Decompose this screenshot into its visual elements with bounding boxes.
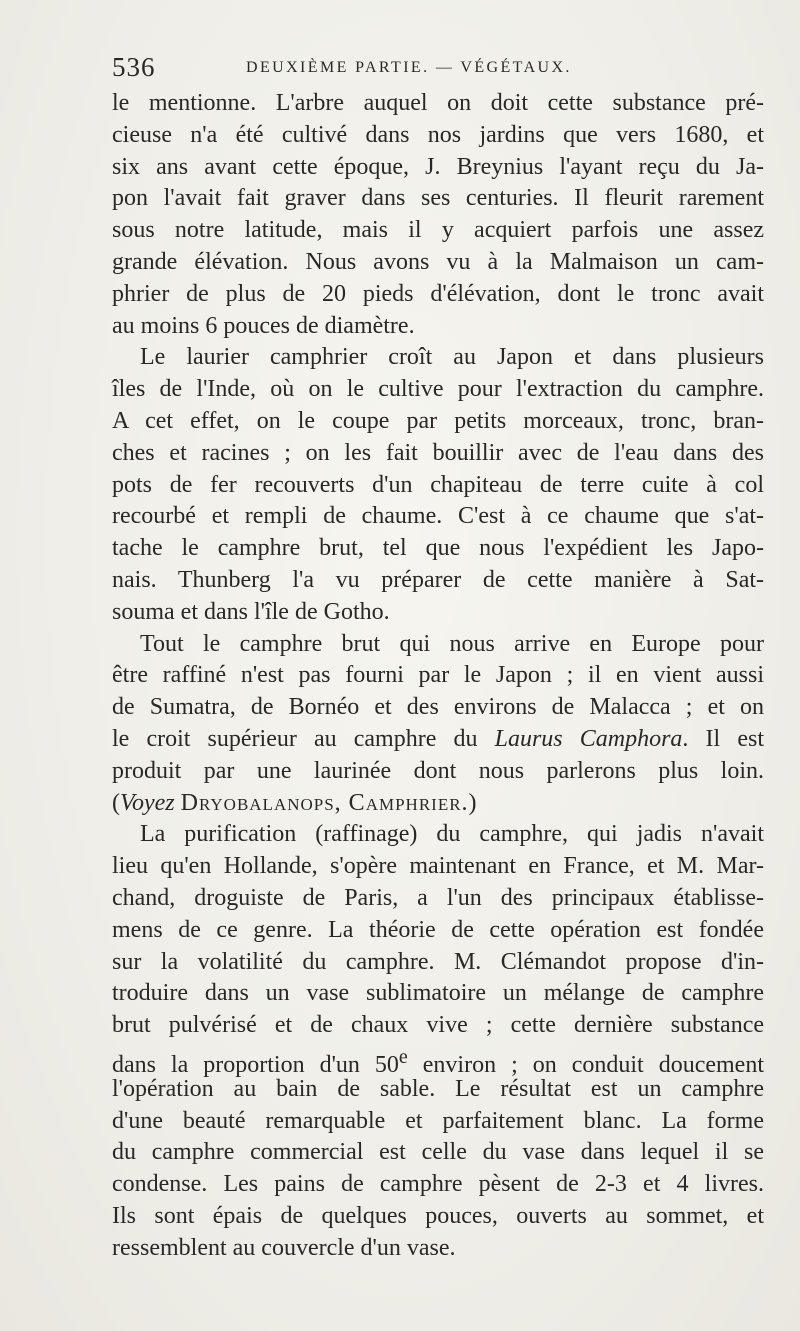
text-line: souma et dans l'île de Gotho. bbox=[112, 598, 390, 625]
italic-voyez: Voyez bbox=[120, 789, 175, 816]
text-line: A cet effet, on le coupe par petits morceaux, tronc, bran- bbox=[112, 407, 764, 434]
text-line: Ils sont épais de quelques pouces, ouverts au sommet, et bbox=[112, 1202, 764, 1229]
text-line: le mentionne. L'arbre auquel on doit cette substance pré- bbox=[112, 90, 764, 116]
page-header bbox=[112, 52, 772, 88]
text-line: au moins 6 pouces de diamètre. bbox=[112, 312, 415, 339]
text-line: d'une beauté remarquable et parfaitement blanc. La forme bbox=[112, 1107, 764, 1134]
text-segment: . Il est bbox=[682, 725, 764, 752]
running-title: DEUXIÈME PARTIE. — VÉGÉTAUX. bbox=[246, 59, 572, 76]
text-line: être raffiné n'est pas fourni par le Japon ; il en vient aussi bbox=[112, 662, 764, 689]
page-number: 536 bbox=[112, 52, 156, 82]
text-line: de Sumatra, de Bornéo et des environs de Malacca ; et on bbox=[112, 694, 764, 721]
text-line: tache le camphre brut, tel que nous l'expédient les Japo- bbox=[112, 535, 764, 562]
text-segment: environ ; on conduit doucement bbox=[407, 1051, 764, 1078]
text-line: troduire dans un vase sublimatoire un mélange de camphre bbox=[112, 980, 764, 1007]
superscript: e bbox=[398, 1045, 408, 1068]
text-line: mens de ce genre. La théorie de cette opération est fondée bbox=[112, 916, 764, 943]
text-line: Tout le camphre brut qui nous arrive en Europe pour bbox=[140, 630, 764, 657]
text-line: phrier de plus de 20 pieds d'élévation, dont le tronc avait bbox=[112, 280, 764, 307]
text-line: recourbé et rempli de chaume. C'est à ce chaume que s'at- bbox=[112, 503, 764, 530]
cross-reference: Dryobalanops, Camphrier. bbox=[180, 789, 469, 816]
text-line bbox=[112, 788, 764, 820]
text-line bbox=[112, 1042, 764, 1078]
text-line: produit par une laurinée dont nous parlerons plus loin. bbox=[112, 757, 764, 784]
text-line: brut pulvérisé et de chaux vive ; cette dernière substance bbox=[112, 1012, 764, 1039]
italic-species-name: Laurus Camphora bbox=[494, 725, 683, 752]
text-line: six ans avant cette époque, J. Breynius l'ayant reçu du Ja- bbox=[112, 153, 764, 180]
text-line: grande élévation. Nous avons vu à la Malmaison un cam- bbox=[112, 248, 764, 275]
text-line: du camphre commercial est celle du vase dans lequel il se bbox=[112, 1139, 764, 1166]
text-line: pots de fer recouverts d'un chapiteau de terre cuite à col bbox=[112, 471, 764, 498]
text-line: ressemblent au couvercle d'un vase. bbox=[112, 1234, 456, 1261]
text-line bbox=[112, 724, 764, 756]
close-paren: ) bbox=[468, 789, 477, 816]
text-line: îles de l'Inde, où on le cultive pour l'extraction du camphre. bbox=[112, 376, 764, 403]
text-line: cieuse n'a été cultivé dans nos jardins que vers 1680, et bbox=[112, 121, 764, 148]
text-line: sur la volatilité du camphre. M. Clémandot propose d'in- bbox=[112, 948, 764, 975]
text-line: condense. Les pains de camphre pèsent de 2-3 et 4 livres. bbox=[112, 1171, 764, 1198]
text-segment: le croit supérieur au camphre du bbox=[112, 725, 478, 752]
text-line: l'opération au bain de sable. Le résultat est un camphre bbox=[112, 1075, 764, 1102]
text-line: lieu qu'en Hollande, s'opère maintenant en France, et M. Mar- bbox=[112, 853, 764, 880]
open-paren: ( bbox=[112, 789, 120, 816]
text-line: pon l'avait fait graver dans ses centuries. Il fleurit rarement bbox=[112, 185, 764, 212]
text-line: sous notre latitude, mais il y acquiert parfois une assez bbox=[112, 217, 764, 244]
text-line: Le laurier camphrier croît au Japon et dans plusieurs bbox=[140, 344, 764, 371]
text-line: chand, droguiste de Paris, a l'un des principaux établisse- bbox=[112, 884, 764, 911]
text-line: La purification (raffinage) du camphre, qui jadis n'avait bbox=[140, 821, 764, 848]
text-segment: dans la proportion d'un 50 bbox=[112, 1051, 399, 1078]
body-text bbox=[112, 88, 764, 1264]
text-line: nais. Thunberg l'a vu préparer de cette manière à Sat- bbox=[112, 566, 764, 593]
text-line: ches et racines ; on les fait bouillir avec de l'eau dans des bbox=[112, 439, 764, 466]
